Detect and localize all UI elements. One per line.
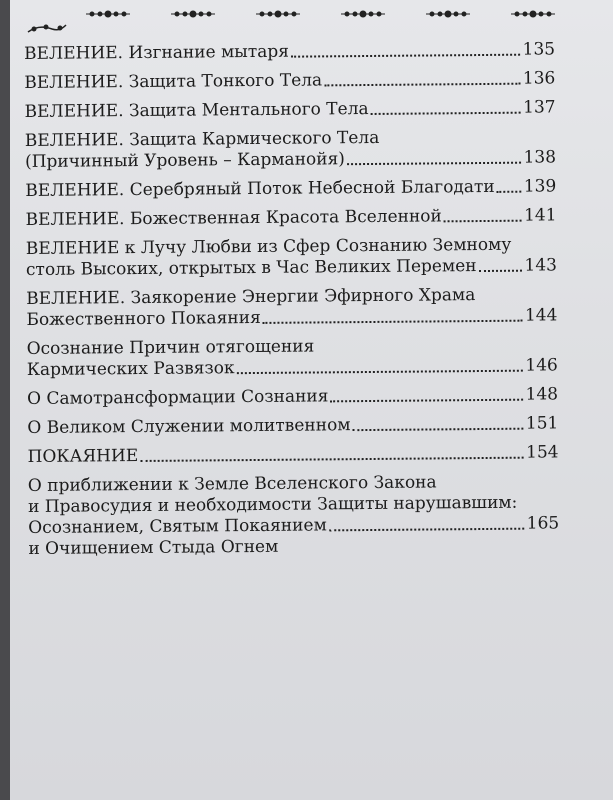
toc-entry-line — [28, 442, 559, 468]
toc-entry — [28, 471, 560, 560]
toc-entry-line — [24, 68, 555, 94]
dot-leader — [330, 399, 522, 403]
decorative-ornament-border — [22, 2, 607, 36]
ornament-motif-5 — [426, 11, 470, 17]
toc-entry — [24, 39, 555, 65]
toc-entry-title: ВЕЛЕНИЕ. Изгнание мытаря — [24, 41, 290, 64]
toc-entry-title: ВЕЛЕНИЕ к Лучу Любви из Сфер Сознанию Земному — [25, 234, 512, 259]
table-of-contents — [24, 39, 560, 568]
dot-leader — [291, 54, 520, 58]
toc-entry — [25, 176, 556, 202]
toc-entry — [27, 413, 558, 439]
toc-entry-title: ВЕЛЕНИЕ. Защита Ментального Тела — [24, 98, 369, 122]
ornament-flourish-left — [28, 25, 66, 32]
toc-entry — [27, 384, 558, 410]
dot-leader — [329, 528, 524, 532]
toc-entry-line — [27, 413, 558, 439]
toc-entry-title: и Очищением Стыда Огнем — [28, 536, 279, 559]
dot-leader — [479, 270, 522, 272]
ornament-motif-1 — [86, 11, 130, 17]
ornament-motif-2 — [171, 11, 215, 17]
toc-page-number: 144 — [524, 305, 558, 326]
toc-entry — [25, 126, 556, 173]
dot-leader — [324, 83, 520, 87]
dot-leader — [353, 428, 523, 431]
toc-page-number: 146 — [525, 355, 558, 376]
toc-entry-title: ВЕЛЕНИЕ. Защита Кармического Тела — [24, 127, 380, 151]
toc-entry-line — [27, 355, 558, 381]
toc-page-number: 151 — [525, 413, 559, 434]
toc-entry-line — [27, 384, 558, 410]
toc-page-number: 165 — [526, 513, 560, 534]
dot-leader — [347, 162, 521, 166]
toc-page-number: 137 — [523, 97, 556, 118]
toc-entry — [25, 97, 556, 123]
book-page — [10, 0, 613, 800]
toc-entry-line — [25, 97, 556, 123]
toc-entry-line — [25, 176, 556, 202]
toc-entry-title: О Самотрансформации Сознания — [27, 386, 329, 409]
ornament-motif-6 — [511, 11, 555, 17]
toc-page-number: 139 — [523, 176, 557, 197]
toc-entry-line — [25, 147, 556, 173]
toc-entry-title: и Правосудия и необходимости Защиты нарушавшим: — [27, 492, 518, 517]
toc-entry — [26, 234, 557, 281]
toc-page-number: 138 — [523, 147, 557, 168]
toc-entry-line — [24, 39, 555, 65]
toc-page-number: 154 — [526, 442, 559, 463]
toc-entry-line — [26, 255, 557, 281]
toc-entry-title: Божественного Покаяния — [26, 307, 261, 330]
toc-entry-line — [26, 305, 557, 331]
toc-entry-title: О Великом Служении молитвенном — [27, 415, 351, 438]
toc-entry-line — [25, 205, 556, 231]
dot-leader — [497, 191, 521, 193]
toc-page-number: 141 — [523, 205, 557, 226]
toc-page-number: 148 — [525, 384, 559, 405]
toc-entry-title: ВЕЛЕНИЕ. Божественная Красота Вселенной — [25, 206, 442, 230]
toc-entry-title: ВЕЛЕНИЕ. Заякорение Энергии Эфирного Храма — [26, 285, 476, 309]
toc-page-number: 135 — [522, 39, 556, 60]
dot-leader — [237, 370, 523, 374]
toc-entry — [26, 284, 557, 331]
toc-entry-title: Кармических Развязок — [26, 358, 235, 380]
toc-entry-title: ПОКАЯНИЕ — [27, 446, 139, 467]
ornament-motif-4 — [341, 11, 385, 17]
toc-entry-title: Осознанием, Святым Покаянием — [28, 515, 327, 538]
toc-entry-title: ВЕЛЕНИЕ. Защита Тонкого Тела — [24, 70, 323, 93]
dot-leader — [140, 457, 523, 462]
toc-entry-title: О приближении к Земле Вселенского Закона — [27, 472, 437, 496]
dot-leader — [444, 220, 521, 223]
ornament-motif-3 — [256, 11, 300, 17]
toc-entry — [24, 68, 555, 94]
toc-entry — [25, 205, 556, 231]
toc-page-number: 143 — [524, 255, 558, 276]
toc-entry-title: столь Высоких, открытых в Час Великих Перемен — [25, 256, 477, 280]
toc-page-number: 136 — [522, 68, 556, 89]
toc-entry-title: ВЕЛЕНИЕ. Серебряный Поток Небесной Благодати — [25, 176, 495, 201]
toc-entry — [27, 334, 558, 381]
toc-entry — [28, 442, 559, 468]
dot-leader — [371, 112, 521, 115]
dot-leader — [263, 320, 522, 324]
toc-entry-title: (Причинный Уровень – Карманойя) — [24, 149, 345, 172]
toc-entry-title: Осознание Причин отягощения — [26, 336, 315, 359]
